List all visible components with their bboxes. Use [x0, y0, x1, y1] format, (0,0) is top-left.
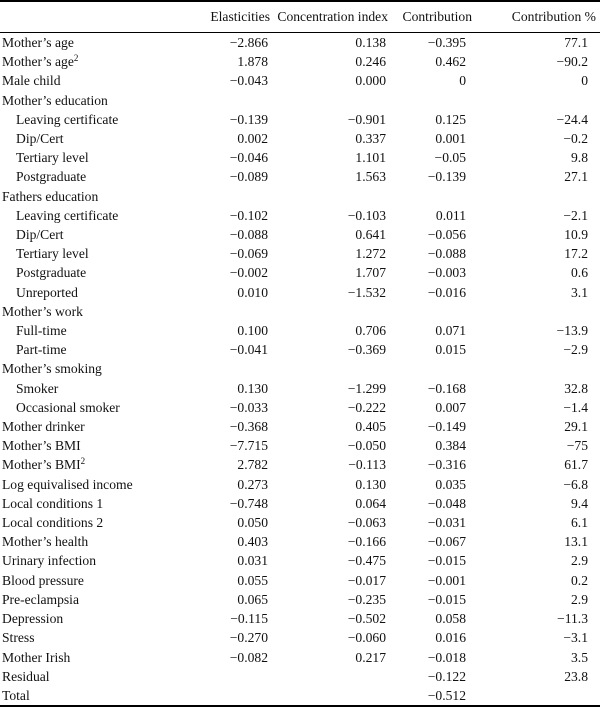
contribution-cell: 0.015 [435, 342, 466, 358]
row-label: Leaving certificate [16, 111, 119, 127]
table-row [0, 263, 600, 282]
elasticity-cell: −0.088 [229, 227, 268, 243]
row-label-cell [0, 244, 184, 263]
contribution-percent-cell: 27.1 [564, 169, 588, 185]
header-contribution: Contribution [390, 1, 490, 33]
contribution-percent-cell: −75 [566, 438, 588, 454]
elasticity-cell: −0.089 [229, 169, 268, 185]
contribution-percent-cell: 29.1 [564, 419, 588, 435]
row-label: Leaving certificate [16, 207, 119, 223]
contribution-percent-cell: 9.4 [571, 495, 588, 511]
row-label: Postgraduate [16, 265, 87, 281]
table-body [0, 33, 600, 707]
row-label-cell [0, 475, 184, 494]
row-label: Mother’s education [2, 92, 108, 108]
table-row [0, 129, 600, 148]
row-label: Part-time [16, 342, 67, 358]
contribution-cell: 0.071 [435, 323, 466, 339]
contribution-percent-cell: 10.9 [564, 227, 588, 243]
elasticity-cell [184, 686, 272, 706]
row-label-cell [0, 571, 184, 590]
row-label-cell [0, 71, 184, 90]
row-label-cell [0, 283, 184, 302]
contribution-cell: 0.001 [435, 131, 466, 147]
row-label: Residual [2, 668, 50, 684]
contribution-cell: −0.395 [427, 35, 466, 50]
row-label: Blood pressure [2, 572, 84, 588]
table-row [0, 187, 600, 206]
row-label-cell [0, 359, 184, 378]
contribution-percent-cell: 61.7 [564, 457, 588, 473]
table-row [0, 571, 600, 590]
contribution-cell: −0.048 [427, 495, 466, 511]
row-label: Stress [2, 630, 35, 646]
concentration-index-cell: −0.235 [347, 591, 386, 607]
table-row [0, 417, 600, 436]
row-label: Dip/Cert [16, 131, 64, 147]
table-row [0, 225, 600, 244]
elasticity-cell: 1.878 [237, 54, 268, 70]
concentration-index-cell [272, 187, 390, 206]
concentration-index-cell: −0.901 [347, 111, 386, 127]
concentration-index-cell: −0.063 [347, 515, 386, 531]
table-row [0, 283, 600, 302]
row-label: Local conditions 1 [2, 495, 104, 511]
elasticity-cell: −0.033 [229, 399, 268, 415]
row-label: Smoker [16, 380, 59, 396]
contribution-percent-cell: −2.9 [563, 342, 588, 358]
concentration-index-cell: −0.060 [347, 630, 386, 646]
row-label-cell [0, 321, 184, 340]
row-label: Mother’s work [2, 303, 83, 319]
row-label: Mother’s BMI [2, 438, 81, 454]
elasticity-cell: −0.115 [230, 611, 268, 627]
contribution-cell [390, 359, 490, 378]
contribution-cell: −0.168 [427, 380, 466, 396]
concentration-index-cell: 1.272 [355, 246, 386, 262]
elasticity-cell: 0.055 [237, 572, 268, 588]
table-row [0, 628, 600, 647]
row-label-cell [0, 551, 184, 570]
elasticity-cell: −0.102 [229, 207, 268, 223]
contribution-percent-cell: −90.2 [556, 54, 588, 70]
concentration-index-cell: −0.502 [347, 611, 386, 627]
contribution-cell: −0.088 [427, 246, 466, 262]
header-variable [0, 1, 184, 33]
elasticity-cell: 0.065 [237, 591, 268, 607]
row-label: Postgraduate [16, 169, 87, 185]
row-label: Mother drinker [2, 419, 85, 435]
row-label-cell [0, 91, 184, 110]
elasticity-cell: −0.069 [229, 246, 268, 262]
contribution-cell [390, 91, 490, 110]
row-label-cell [0, 52, 184, 71]
table-row [0, 494, 600, 513]
concentration-index-cell [272, 359, 390, 378]
contribution-cell: −0.016 [427, 284, 466, 300]
concentration-index-cell: 0.405 [355, 419, 386, 435]
table-row [0, 686, 600, 706]
contribution-cell: −0.015 [427, 553, 466, 569]
concentration-index-cell: −1.532 [347, 284, 386, 300]
row-label: Total [2, 687, 30, 703]
contribution-cell: −0.05 [434, 150, 466, 166]
contribution-cell: −0.018 [427, 649, 466, 665]
contribution-percent-cell: −3.1 [563, 630, 588, 646]
contribution-cell: −0.031 [427, 515, 466, 531]
row-label-cell [0, 513, 184, 532]
contribution-percent-cell: 77.1 [564, 35, 588, 50]
elasticity-cell: −0.043 [229, 73, 268, 89]
table-row [0, 244, 600, 263]
elasticity-cell: 0.010 [237, 284, 268, 300]
contribution-percent-cell [490, 359, 600, 378]
table-row [0, 110, 600, 129]
row-label: Fathers education [2, 188, 99, 204]
contribution-cell: −0.056 [427, 227, 466, 243]
row-label: Full-time [16, 323, 67, 339]
row-label-cell [0, 263, 184, 282]
row-label-cell [0, 532, 184, 551]
row-label: Unreported [16, 284, 78, 300]
elasticity-cell: −2.866 [229, 35, 268, 50]
contribution-percent-cell: 0 [581, 73, 588, 89]
row-label-cell [0, 302, 184, 321]
contribution-percent-cell: 17.2 [564, 246, 588, 262]
elasticity-cell: 0.002 [237, 131, 268, 147]
contribution-cell: −0.149 [427, 419, 466, 435]
contribution-percent-cell: 0.2 [571, 572, 588, 588]
concentration-index-cell: 0.337 [355, 131, 386, 147]
elasticity-cell [184, 359, 272, 378]
row-label-cell [0, 148, 184, 167]
elasticity-cell [184, 302, 272, 321]
contribution-cell: −0.316 [427, 457, 466, 473]
contribution-cell: −0.001 [427, 572, 466, 588]
row-label-superscript: 2 [73, 53, 79, 64]
elasticity-cell: 0.100 [237, 323, 268, 339]
table-row [0, 551, 600, 570]
row-label: Pre-eclampsia [2, 591, 79, 607]
contribution-percent-cell: 2.9 [571, 591, 588, 607]
table-row [0, 398, 600, 417]
table-row [0, 340, 600, 359]
concentration-index-cell: 0.641 [355, 227, 386, 243]
row-label-cell [0, 628, 184, 647]
row-label-cell [0, 398, 184, 417]
concentration-index-cell: 0.130 [355, 476, 386, 492]
row-label: Tertiary level [16, 246, 89, 262]
contribution-percent-cell [490, 187, 600, 206]
contribution-percent-cell: 3.5 [571, 649, 588, 665]
table-row [0, 206, 600, 225]
contribution-percent-cell: 0.6 [571, 265, 588, 281]
contribution-cell: 0 [459, 73, 466, 89]
table-row [0, 33, 600, 53]
row-label-cell [0, 129, 184, 148]
concentration-index-cell: 0.000 [355, 73, 386, 89]
elasticity-cell: −7.715 [229, 438, 268, 454]
row-label-superscript: 2 [80, 456, 86, 467]
contribution-percent-cell: 2.9 [571, 553, 588, 569]
contribution-cell: 0.011 [435, 207, 466, 223]
table-row [0, 436, 600, 455]
contribution-cell [390, 187, 490, 206]
elasticity-cell: 0.273 [237, 476, 268, 492]
row-label-cell [0, 648, 184, 667]
concentration-index-cell: −0.475 [347, 553, 386, 569]
row-label: Dip/Cert [16, 227, 64, 243]
table-row [0, 91, 600, 110]
row-label-cell [0, 455, 184, 474]
row-label-cell [0, 225, 184, 244]
elasticity-cell: −0.368 [229, 419, 268, 435]
header-contribution-percent: Contribution % [490, 1, 600, 33]
table-row [0, 302, 600, 321]
contribution-percent-cell [490, 91, 600, 110]
contribution-percent-cell: 32.8 [564, 380, 588, 396]
concentration-index-cell: 0.706 [355, 323, 386, 339]
row-label: Mother’s BMI [2, 457, 81, 473]
table-row [0, 167, 600, 186]
row-label-cell [0, 609, 184, 628]
row-label: Occasional smoker [16, 399, 120, 415]
elasticity-cell: −0.270 [229, 630, 268, 646]
row-label-cell [0, 590, 184, 609]
concentration-index-cell: −0.166 [347, 534, 386, 550]
contribution-cell: 0.462 [435, 54, 466, 70]
contribution-cell: −0.015 [427, 591, 466, 607]
contribution-cell: 0.007 [435, 399, 466, 415]
contribution-percent-cell: 9.8 [571, 150, 588, 166]
contribution-cell: −0.512 [390, 686, 490, 706]
table-row [0, 667, 600, 686]
contribution-cell: −0.139 [427, 169, 466, 185]
contribution-cell [390, 302, 490, 321]
contribution-percent-cell: 13.1 [564, 534, 588, 550]
contribution-cell: −0.067 [427, 534, 466, 550]
concentration-index-cell [272, 302, 390, 321]
header-elasticities: Elasticities [184, 1, 272, 33]
row-label: Male child [2, 73, 61, 89]
row-label-cell [0, 686, 184, 706]
row-label: Mother’s smoking [2, 361, 102, 377]
contribution-cell: 0.058 [435, 611, 466, 627]
concentration-index-cell: −0.103 [347, 207, 386, 223]
concentration-index-cell: 0.138 [355, 35, 386, 50]
elasticity-cell [184, 187, 272, 206]
elasticity-cell: −0.041 [229, 342, 268, 358]
row-label: Urinary infection [2, 553, 96, 569]
contribution-cell: −0.122 [427, 668, 466, 684]
row-label-cell [0, 417, 184, 436]
row-label-cell [0, 494, 184, 513]
row-label: Local conditions 2 [2, 515, 104, 531]
table-row [0, 359, 600, 378]
contribution-cell: 0.016 [435, 630, 466, 646]
concentration-index-cell: −0.113 [348, 457, 386, 473]
concentration-index-cell: 0.064 [355, 495, 386, 511]
row-label: Tertiary level [16, 150, 89, 166]
contribution-percent-cell: −24.4 [556, 111, 588, 127]
contribution-percent-cell [490, 686, 600, 706]
concentration-index-cell [272, 91, 390, 110]
contribution-cell: 0.125 [435, 111, 466, 127]
contribution-percent-cell [490, 302, 600, 321]
table-header-row [0, 1, 600, 33]
row-label: Depression [2, 611, 64, 627]
elasticity-cell: 0.403 [237, 534, 268, 550]
concentration-index-cell [272, 686, 390, 706]
contribution-cell: −0.003 [427, 265, 466, 281]
elasticity-cell: 0.130 [237, 380, 268, 396]
row-label: Mother’s age [2, 54, 74, 70]
contribution-percent-cell: 3.1 [571, 284, 588, 300]
table-row [0, 532, 600, 551]
row-label: Mother’s age [2, 35, 74, 50]
contribution-percent-cell: 6.1 [571, 515, 588, 531]
row-label: Mother Irish [2, 649, 71, 665]
contribution-percent-cell: −11.3 [557, 611, 588, 627]
elasticity-cell: −0.139 [229, 111, 268, 127]
elasticity-cell: −0.748 [229, 495, 268, 511]
concentration-index-cell: 0.246 [355, 54, 386, 70]
contribution-cell: 0.035 [435, 476, 466, 492]
contribution-percent-cell: −0.2 [563, 131, 588, 147]
elasticity-cell: −0.002 [229, 265, 268, 281]
contribution-cell: 0.384 [435, 438, 466, 454]
elasticity-cell: 2.782 [237, 457, 268, 473]
row-label-cell [0, 110, 184, 129]
elasticity-cell: −0.046 [229, 150, 268, 166]
concentration-index-cell: −0.050 [347, 438, 386, 454]
elasticity-cell [184, 667, 272, 686]
row-label: Mother’s health [2, 534, 89, 550]
concentration-index-cell: 1.101 [355, 150, 386, 166]
row-label-cell [0, 187, 184, 206]
table-row [0, 648, 600, 667]
concentration-index-cell: 0.217 [355, 649, 386, 665]
elasticity-cell: 0.050 [237, 515, 268, 531]
concentration-index-cell: 1.707 [355, 265, 386, 281]
table-row [0, 455, 600, 474]
table-row [0, 52, 600, 71]
contribution-percent-cell: −1.4 [563, 399, 588, 415]
concentration-index-cell: −0.017 [347, 572, 386, 588]
contribution-percent-cell: −6.8 [563, 476, 588, 492]
concentration-index-cell: 1.563 [355, 169, 386, 185]
row-label-cell [0, 33, 184, 53]
row-label-cell [0, 379, 184, 398]
table-row [0, 321, 600, 340]
table-row [0, 590, 600, 609]
elasticity-cell [184, 91, 272, 110]
contribution-percent-cell: −2.1 [563, 207, 588, 223]
table-row [0, 148, 600, 167]
table-row [0, 71, 600, 90]
row-label-cell [0, 667, 184, 686]
contribution-percent-cell: 23.8 [564, 668, 588, 684]
concentration-index-cell: −0.369 [347, 342, 386, 358]
row-label-cell [0, 436, 184, 455]
elasticity-cell: −0.082 [229, 649, 268, 665]
table-row [0, 513, 600, 532]
concentration-index-cell: −0.222 [347, 399, 386, 415]
table-row [0, 379, 600, 398]
concentration-index-cell [272, 667, 390, 686]
header-concentration-index: Concentration index [272, 1, 390, 33]
row-label: Log equivalised income [2, 476, 133, 492]
table-row [0, 609, 600, 628]
row-label-cell [0, 340, 184, 359]
table-row [0, 475, 600, 494]
concentration-index-cell: −1.299 [347, 380, 386, 396]
elasticity-cell: 0.031 [237, 553, 268, 569]
row-label-cell [0, 206, 184, 225]
contribution-percent-cell: −13.9 [556, 323, 588, 339]
row-label-cell [0, 167, 184, 186]
